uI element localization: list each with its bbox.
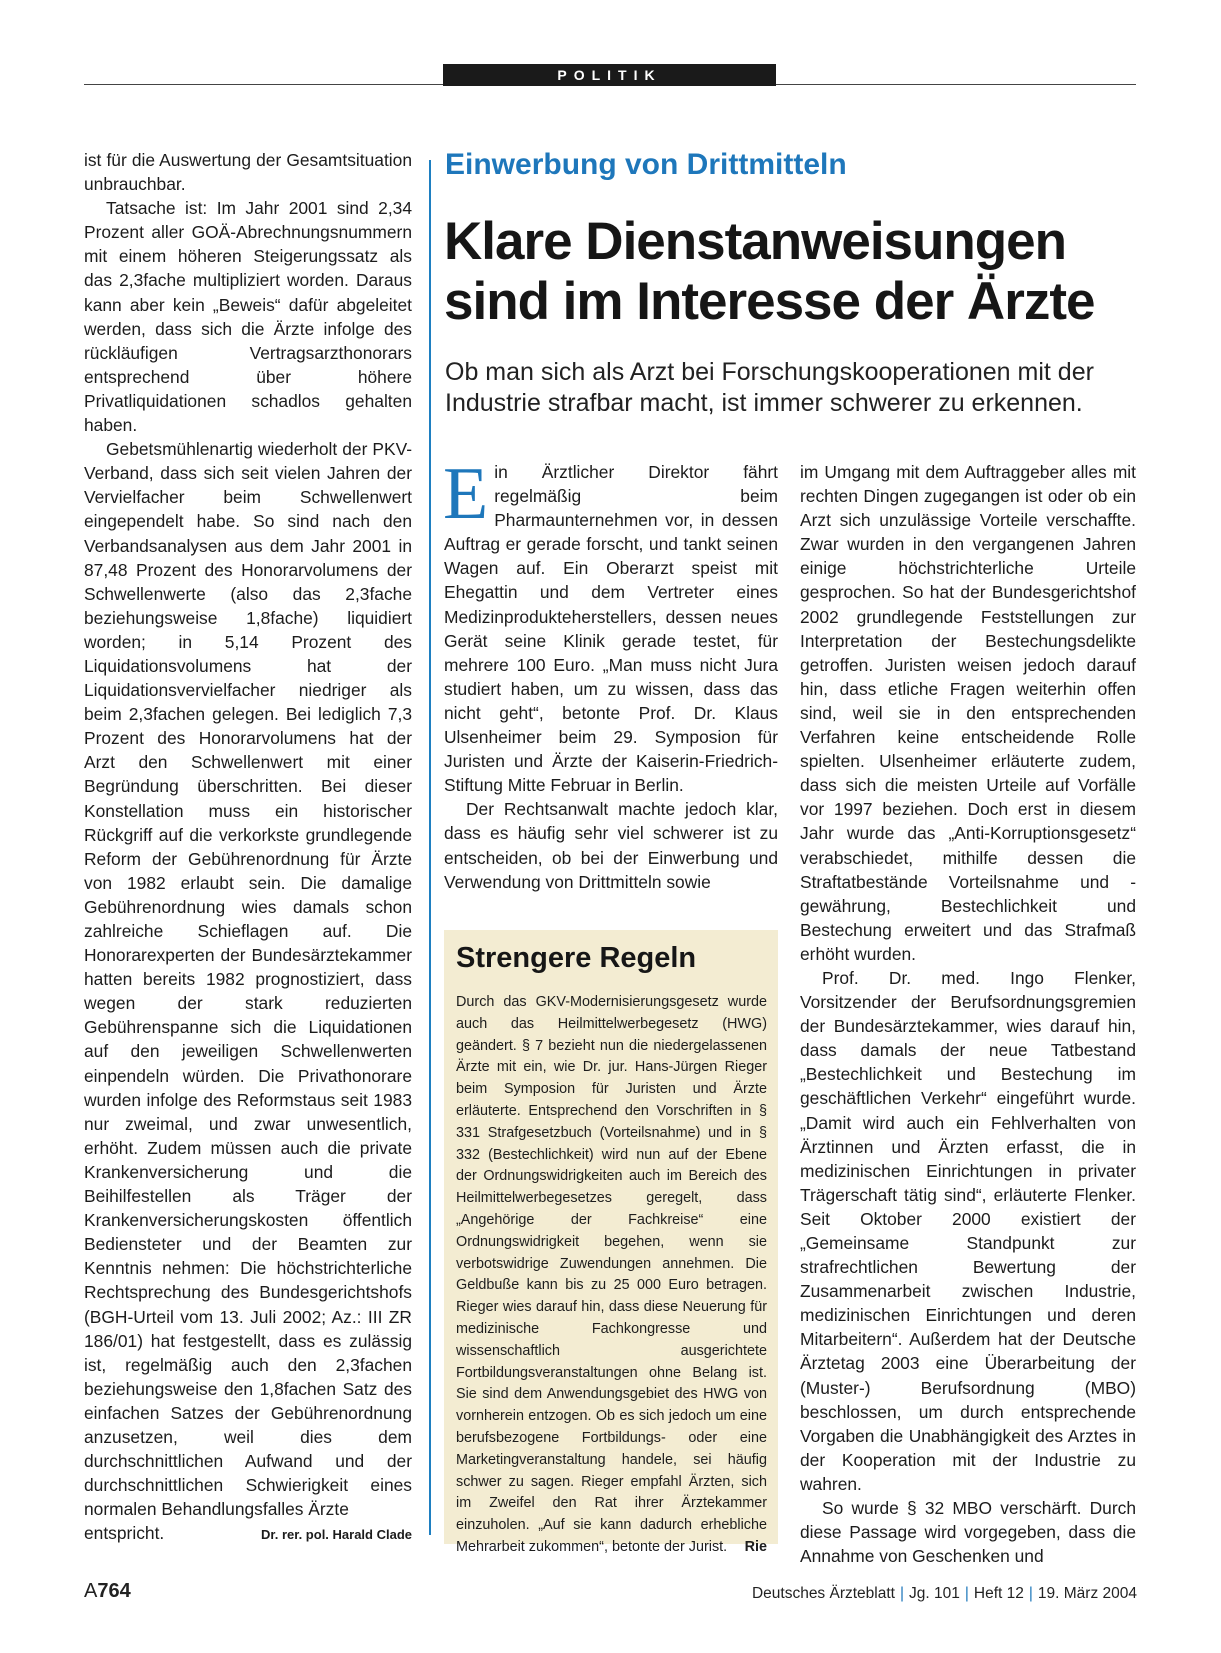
article-kicker: Einwerbung von Drittmitteln: [445, 148, 847, 181]
journal-name: Deutsches Ärzteblatt: [751, 1585, 895, 1602]
headline-line-1: Klare Dienstanweisungen: [444, 212, 1067, 271]
lead-text: in Ärztlicher Direktor fährt regelmäßig beim Pharmaunternehmen vor, in dessen Auftrag er gerade forscht, und tankt seinen Wagen auf. Ein Oberarzt speist mit Ehegattin und dem Vertreter eines Medizinprodukteherstellers, dessen neues Gerät seine Klinik gerade testet, für mehrere 100 Euro. „Man muss nicht Jura studiert haben, um zu wissen, dass das nicht geht“, betonte Prof. Dr. Klaus Ulsenheimer beim 29. Symposion für Juristen und Ärzte der Kaiserin-Friedrich-Stiftung Mitte Februar in Berlin.: [444, 462, 778, 796]
article-headline: [444, 212, 1144, 332]
page-prefix: A: [84, 1580, 98, 1602]
info-box-title: Strengere Regeln: [456, 942, 697, 974]
left-paragraph: ist für die Auswertung der Gesamtsituation unbrauchbar.: [84, 150, 412, 195]
drop-cap: E: [443, 453, 489, 535]
left-column: [84, 148, 412, 1547]
left-paragraph: Gebetsmühlenartig wiederholt der PKV-Verband, dass sich seit vielen Jahren der Vervielfacher beim Schwellenwert eingependelt habe. So sind nach den Verbandsanalysen aus dem Jahr 2001 in 87,48 Prozent des Honorarvolumens der Schwellenwerte (also das 2,3fache beziehungsweise 1,8fache) liquidiert worden; in 5,14 Prozent des Liquidationsvolumens hat der Liquidationsvervielfacher niedriger als beim 2,3fachen gelegen. Bei lediglich 7,3 Prozent des Honorarvolumens hat der Arzt den Schwellenwert mit einer Begründung überschritten. Bei dieser Konstellation muss ein historischer Rückgriff auf die verkorkste grundlegende Reform der Gebührenordnung für Ärzte von 1982 erlaubt sein. Die damalige Gebührenordnung wies damals schon zahlreiche Schieflagen auf. Die Honorarexperten der Bundesärztekammer hatten bereits 1982 prognostiziert, dass wegen der stark reduzierten Gebührenspanne sich die Liquidationen auf den jeweiligen Schwellenwerten einpendeln würden. Die Privathonorare wurden infolge des Reformstaus seit 1983 nur zweimal, und zwar unwesentlich, erhöht. Zudem müssen auch die private Krankenversicherung und die Beihilfestellen als Träger der Krankenversicherungskosten öffentlich Bediensteter und der Beamten zur Kenntnis nehmen: Die höchstrichterliche Rechtsprechung des Bundesgerichtshofs (BGH-Urteil vom 13. Juli 2002; Az.: III ZR 186/01) hat festgestellt, dass es zulässig ist, regelmäßig auch den 2,3fachen beziehungsweise den 1,8fachen Satz des einfachen Satzes der Gebührenordnung anzusetzen, weil dies dem durchschnittlichen Aufwand und der durchschnittlichen Schwierigkeit eines normalen Behandlungsfalles Ärzte: [84, 439, 412, 1520]
article-paragraph: im Umgang mit dem Auftraggeber alles mit rechten Dingen zugegangen ist oder ob ein Arzt sich unzulässige Vorteile verschaffte. Zwar wurden in den vergangenen Jahren einige höchstrichterliche Urteile gesprochen. So hat der Bundesgerichtshof 2002 grundlegende Feststellungen zur Interpretation der Bestechungsdelikte getroffen. Juristen weisen jedoch darauf hin, dass etliche Fragen weiterhin offen sind, weil sie in den entsprechenden Verfahren keine entscheidende Rolle spielten. Ulsenheimer erläuterte zudem, dass sich die meisten Urteile auf Vorfälle vor 1997 beziehen. Doch erst in diesem Jahr wurde das „Anti-Korruptionsgesetz“ verabschiedet, mithilfe dessen die Straftatbestände Vorteilsnahme und -gewährung, Bestechlichkeit und Bestechung erweitert und das Strafmaß erhöht wurden.: [800, 462, 1136, 964]
info-box-body: Durch das GKV-Modernisierungsgesetz wurde auch das Heilmittelwerbegesetz (HWG) geändert. § 7 bezieht nun die niedergelassenen Ärzte mit ein, wie Dr. jur. Hans-Jürgen Rieger beim Symposion für Juristen und Ärzte erläuterte. Entsprechend den Vorschriften in § 331 Strafgesetzbuch (Vorteilsnahme) und in § 332 (Bestechlichkeit) wird nun auf der Ebene der Ordnungswidrigkeiten auch im Bereich des Heilmittelwerbegesetzes geregelt, dass „Angehörige der Fachkreise“ eine Ordnungswidrigkeit begehen, wenn sie verbotswidrige Zuwendungen annehmen. Die Geldbuße kann bis zu 25 000 Euro betragen. Rieger wies darauf hin, dass diese Neuerung für medizinische Fachkongresse und wissenschaftlich ausgerichtete Fortbildungsveranstaltungen ohne Belang ist. Sie sind dem Anwendungsgebiet des HWG von vornherein entzogen. Ob es sich jedoch um eine berufsbezogene Fortbildungs- oder eine Marketingveranstaltung handele, sei häufig schwer zu sagen. Rieger empfahl Ärzten, sich im Zweifel den Rat ihrer Ärztekammer einzuholen. „Auf sie kann dadurch erhebliche Mehrarbeit zukommen“, betonte der Jurist.: [456, 994, 767, 1555]
page-number-value: 764: [97, 1580, 131, 1602]
page-number: [84, 1580, 131, 1603]
journal-date: 19. März 2004: [1037, 1585, 1137, 1602]
info-box-signature: Rie: [744, 1538, 767, 1555]
left-closing-line: [84, 1521, 412, 1547]
info-box: [444, 930, 778, 1555]
column-divider: [429, 160, 431, 1535]
headline-line-2: sind im Interesse der Ärzte: [444, 272, 1095, 331]
author-name: Dr. rer. pol. Harald Clade: [261, 1527, 412, 1543]
article-paragraph: So wurde § 32 MBO verschärft. Durch diese Passage wird vorgegeben, dass die Annahme von Geschenken und: [800, 1498, 1136, 1567]
journal-info: Deutsches Ärzteblatt | Jg. 101 | Heft 12 | 19. März 2004: [751, 1585, 1137, 1602]
journal-issue: Heft 12: [973, 1585, 1024, 1602]
article-column-1: [443, 453, 778, 894]
article-paragraph: Prof. Dr. med. Ingo Flenker, Vorsitzender der Berufsordnungsgremien der Bundesärztekammer, wies darauf hin, dass damals der neue Tatbestand „Bestechlichkeit und Bestechung im geschäftlichen Verkehr“ eingeführt wurde. „Damit wird auch ein Fehlverhalten von Ärztinnen und Ärzten erfasst, die in medizinischen Einrichtungen in privater Trägerschaft tätig sind“, erläuterte Flenker. Seit Oktober 2000 existiert der „Gemeinsame Standpunkt zur strafrechtlichen Bewertung der Zusammenarbeit zwischen Industrie, medizinischen Einrichtungen und deren Mitarbeitern“. Außerdem hat der Deutsche Ärztetag 2003 eine Überarbeitung der (Muster-) Berufsordnung (MBO) beschlossen, um durch entsprechende Vorgaben die Unabhängigkeit des Arztes in der Kooperation mit der Industrie zu wahren.: [800, 967, 1136, 1494]
section-label: POLITIK: [443, 64, 776, 86]
left-paragraph: Tatsache ist: Im Jahr 2001 sind 2,34 Prozent aller GOÄ-Abrechnungsnummern mit einem höheren Steigerungssatz als das 2,3fache multipliziert worden. Daraus kann aber kein „Beweis“ dafür abgeleitet werden, dass sich die Ärzte infolge des rückläufigen Vertragsarzthonorars entsprechend über höhere Privatliquidationen schadlos gehalten haben.: [84, 198, 412, 436]
article-paragraph: Der Rechtsanwalt machte jedoch klar, dass es häufig sehr viel schwerer ist zu entscheiden, ob bei der Einwerbung und Verwendung von Drittmitteln sowie: [444, 799, 778, 892]
article-lead-paragraph: [443, 453, 778, 797]
article-column-2: [800, 460, 1136, 1568]
article-subhead: Ob man sich als Arzt bei Forschungskooperationen mit der Industrie strafbar macht, ist immer schwerer zu erkennen.: [445, 358, 1094, 417]
left-last-line: entspricht.: [84, 1523, 165, 1544]
info-box-text: [456, 992, 767, 1559]
journal-volume: Jg. 101: [909, 1585, 960, 1602]
